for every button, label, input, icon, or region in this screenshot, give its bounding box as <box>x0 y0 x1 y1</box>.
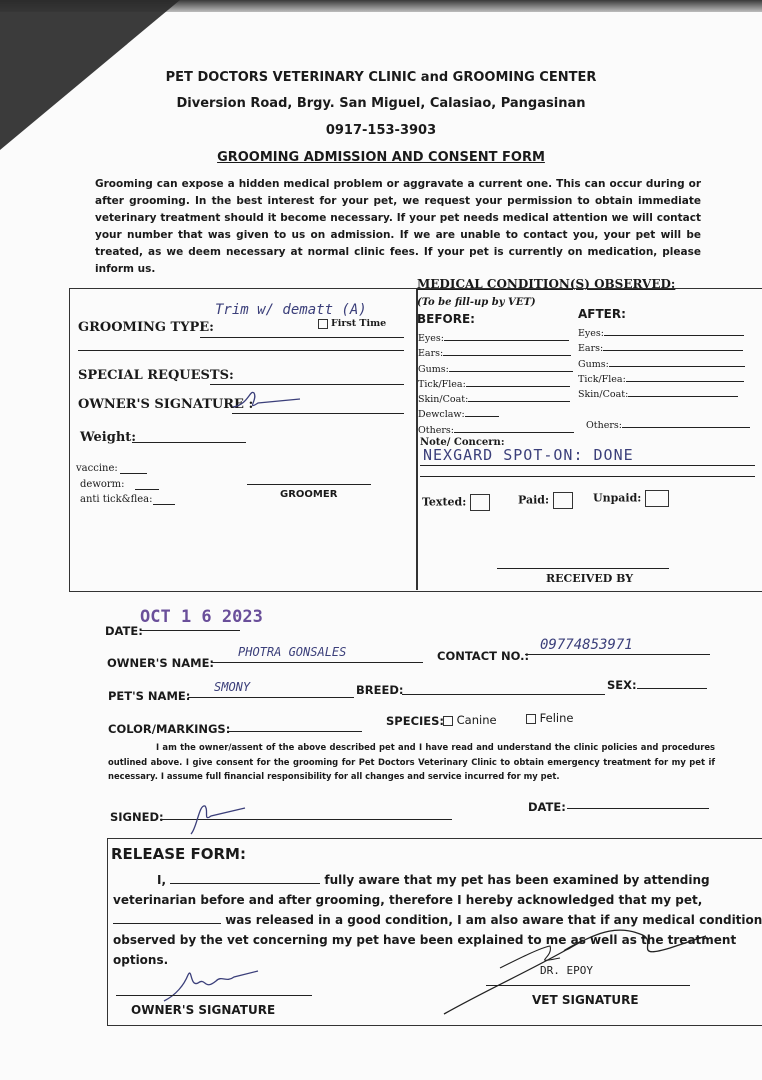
note-line-2 <box>420 476 755 477</box>
medical-subtitle: (To be fill-up by VET) <box>417 297 536 308</box>
unpaid-checkbox[interactable] <box>645 490 669 507</box>
release-text-2: fully aware that my pet has been examined by attending veterinarian before and after grooming, therefore I hereby acknowledged that my pet, <box>113 873 710 907</box>
after-item: Ears: <box>578 341 745 356</box>
pet-name-line <box>188 697 354 698</box>
antitick-label: anti tick&flea: <box>80 494 153 505</box>
breed-line <box>402 694 605 695</box>
owner-name-line <box>211 662 423 663</box>
received-by-label: RECEIVED BY <box>546 572 634 585</box>
consent-paragraph: I am the owner/assent of the above described pet and I have read and understand the clinic policies and procedures outlined above. I give consent for the grooming for Pet Doctors Veterinary Clinic to obtain emergency treatment for my pet if necessary. I assume full financial responsibility for all changes and service incurred for my pet. <box>108 742 715 781</box>
release-title: RELEASE FORM: <box>111 845 246 863</box>
owner-signature-label: OWNER'S SIGNATURE : <box>78 397 254 412</box>
after-items-list <box>578 326 745 402</box>
before-item: Dewclaw: <box>418 407 574 422</box>
groomer-line <box>247 484 371 485</box>
special-requests-label: SPECIAL REQUESTS: <box>78 368 234 383</box>
sex-line <box>637 688 707 689</box>
grooming-type-line <box>200 337 404 338</box>
after-item: Gums: <box>578 357 745 372</box>
release-text-3: was released in a good condition, I am also aware that if any medical condition observed by the vet concerning my pet have been explained to me as well as the treatment options. <box>113 913 762 967</box>
note-line-1 <box>420 465 755 466</box>
first-time-label: First Time <box>331 318 387 329</box>
weight-line <box>132 442 246 443</box>
vaccine-line <box>120 473 147 474</box>
before-item: Skin/Coat: <box>418 392 574 407</box>
contact-label: CONTACT NO.: <box>437 649 530 663</box>
owner-name-value: PHOTRA GONSALES <box>238 645 347 659</box>
form-title: GROOMING ADMISSION AND CONSENT FORM <box>217 150 545 165</box>
note-value: NEXGARD SPOT-ON: DONE <box>423 446 634 464</box>
weight-label: Weight: <box>80 430 137 445</box>
canine-option[interactable] <box>443 713 497 727</box>
vet-sig-label: VET SIGNATURE <box>532 993 639 1007</box>
texted-field[interactable] <box>422 494 490 511</box>
deworm-line <box>135 489 159 490</box>
antitick-line <box>153 504 175 505</box>
before-item: Others: <box>418 423 574 438</box>
grooming-type-label: GROOMING TYPE: <box>78 320 214 335</box>
paid-field[interactable] <box>518 492 573 509</box>
vet-sig-line <box>486 985 690 986</box>
intro-paragraph: Grooming can expose a hidden medical problem or aggravate a current one. This can occur during or after grooming. In the best interest for your pet, we request your permission to obtain immediate veterinary treatment should it become necessary. If your pet needs medical attention we will contact your number that was given to us on admission. If we are unable to contact you, your pet will be treated, as we deem necessary at normal clinic fees. If your pet is currently on medication, please inform us. <box>95 178 701 275</box>
pet-name-value: SMONY <box>214 680 251 694</box>
date-label: DATE: <box>105 624 143 638</box>
paid-checkbox[interactable] <box>553 492 573 509</box>
release-i: I, <box>157 873 167 887</box>
contact-value: 09774853971 <box>540 637 633 653</box>
received-by-line <box>497 568 669 569</box>
before-item: Eyes: <box>418 331 574 346</box>
canine-label: Canine <box>456 713 497 727</box>
texted-label: Texted: <box>422 495 467 509</box>
after-item: Eyes: <box>578 326 745 341</box>
date-line <box>140 630 240 631</box>
before-label: BEFORE: <box>417 312 475 326</box>
owner-signature-scribble <box>228 385 308 415</box>
paid-label: Paid: <box>518 493 550 507</box>
owner-sig-line <box>116 995 312 996</box>
owner-name-label: OWNER'S NAME: <box>107 656 215 670</box>
date-stamp: OCT 1 6 2023 <box>140 607 263 627</box>
release-pet-blank[interactable] <box>113 913 221 924</box>
grooming-type-line-2 <box>78 350 404 351</box>
species-label: SPECIES: <box>386 714 445 728</box>
feline-option[interactable] <box>526 711 573 725</box>
breed-label: BREED: <box>356 683 404 697</box>
medical-title: MEDICAL CONDITION(S) OBSERVED: <box>417 277 676 291</box>
note-label: Note/ Concern: <box>420 437 505 448</box>
after-item: Tick/Flea: <box>578 372 745 387</box>
texted-checkbox[interactable] <box>470 494 490 511</box>
signed-label: SIGNED: <box>110 810 164 824</box>
feline-checkbox[interactable] <box>526 714 536 724</box>
canine-checkbox[interactable] <box>443 716 453 726</box>
unpaid-field[interactable] <box>593 490 669 507</box>
before-items-list <box>418 331 574 438</box>
before-item: Tick/Flea: <box>418 377 574 392</box>
feline-label: Feline <box>539 711 574 725</box>
before-item: Gums: <box>418 362 574 377</box>
signed-signature-scribble <box>185 798 255 838</box>
before-item: Ears: <box>418 346 574 361</box>
sex-label: SEX: <box>607 678 637 692</box>
after-item: Skin/Coat: <box>578 387 745 402</box>
after-others: Others: <box>586 420 750 431</box>
first-time-checkbox[interactable] <box>318 318 386 329</box>
deworm-label: deworm: <box>80 479 125 490</box>
groomer-label: GROOMER <box>280 489 338 500</box>
owner-release-signature <box>160 965 270 1005</box>
vet-name: DR. EPOY <box>540 964 593 977</box>
date2-label: DATE: <box>528 800 566 814</box>
clinic-address: Diversion Road, Brgy. San Miguel, Calasiao, Pangasinan <box>176 96 586 111</box>
release-owner-blank[interactable] <box>170 873 320 884</box>
pet-name-label: PET'S NAME: <box>108 689 191 703</box>
first-time-box[interactable] <box>318 319 328 329</box>
vaccine-label: vaccine: <box>76 463 118 474</box>
after-label: AFTER: <box>578 307 626 321</box>
contact-line <box>525 654 710 655</box>
color-label: COLOR/MARKINGS: <box>108 722 231 736</box>
date2-line <box>567 808 709 809</box>
clinic-name: PET DOCTORS VETERINARY CLINIC and GROOMING CENTER <box>165 70 597 85</box>
color-line <box>228 731 362 732</box>
owner-sig-label: OWNER'S SIGNATURE <box>131 1003 276 1017</box>
unpaid-label: Unpaid: <box>593 491 642 505</box>
grooming-type-value: Trim w/ dematt (A) <box>215 302 367 318</box>
clinic-phone: 0917-153-3903 <box>325 123 437 138</box>
